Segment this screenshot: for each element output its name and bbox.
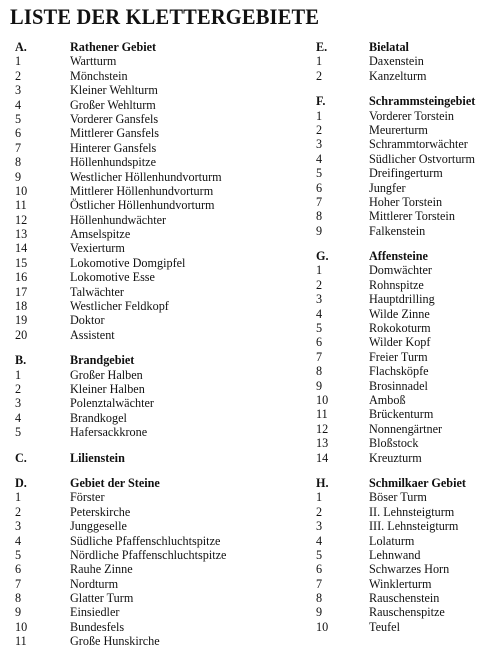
item-number: 1 <box>316 108 323 123</box>
area-section <box>316 40 496 83</box>
list-item <box>316 335 496 349</box>
list-item <box>316 321 496 335</box>
item-number: 3 <box>15 396 22 411</box>
item-name: Polenztalwächter <box>70 396 154 411</box>
item-name: Winklerturm <box>369 576 432 591</box>
item-number: 5 <box>15 547 22 562</box>
item-name: Hauptdrilling <box>369 292 435 307</box>
item-number: 8 <box>316 364 323 379</box>
item-number: 7 <box>316 194 323 209</box>
list-item <box>316 379 496 393</box>
area-name: Bielatal <box>369 40 409 54</box>
item-name: Falkenstein <box>369 223 426 238</box>
list-item <box>15 126 305 140</box>
list-item <box>15 270 305 284</box>
area-letter: H. <box>316 475 329 490</box>
item-number: 4 <box>15 97 22 112</box>
item-number: 2 <box>15 381 22 396</box>
item-number: 2 <box>316 277 323 292</box>
list-item <box>316 278 496 292</box>
item-name: Hoher Torstein <box>369 194 443 209</box>
list-item <box>15 382 305 396</box>
item-name: Hafersackkrone <box>70 425 148 440</box>
area-section <box>316 476 496 634</box>
list-item <box>316 181 496 195</box>
item-name: Flachsköpfe <box>369 364 429 379</box>
item-name: Höllenhundspitze <box>70 155 156 170</box>
item-number: 4 <box>15 533 22 548</box>
list-item <box>316 577 496 591</box>
list-item <box>15 213 305 227</box>
item-name: Förster <box>70 490 105 505</box>
item-name: III. Lehnsteigturm <box>369 519 459 534</box>
area-name: Schrammsteingebiet <box>369 94 476 109</box>
item-name: Talwächter <box>70 284 124 299</box>
item-number: 6 <box>316 335 323 350</box>
area-letter: D. <box>15 475 27 490</box>
item-name: Doktor <box>70 313 105 328</box>
item-number: 8 <box>316 591 323 606</box>
area-section <box>15 476 305 649</box>
list-item <box>316 591 496 605</box>
item-name: Großer Wehlturm <box>70 97 156 112</box>
area-name: Gebiet der Steine <box>70 475 160 490</box>
list-item <box>316 548 496 562</box>
item-number: 16 <box>15 270 28 285</box>
item-name: Rauschenstein <box>369 591 440 606</box>
item-number: 4 <box>316 151 323 166</box>
item-number: 8 <box>316 209 323 224</box>
list-item <box>316 562 496 576</box>
item-name: Mönchstein <box>70 68 128 83</box>
item-number: 18 <box>15 299 28 314</box>
item-name: Großer Halben <box>70 367 143 382</box>
area-section <box>15 40 305 342</box>
item-name: Südliche Pfaffenschluchtspitze <box>70 533 221 548</box>
area-letter: B. <box>15 353 27 368</box>
item-name: Brückenturm <box>369 407 434 422</box>
item-number: 1 <box>15 54 22 69</box>
list-item <box>316 364 496 378</box>
item-number: 1 <box>15 490 22 505</box>
list-item <box>316 519 496 533</box>
item-number: 6 <box>316 562 323 577</box>
item-number: 9 <box>316 223 323 238</box>
item-number: 7 <box>316 576 323 591</box>
item-name: Nördliche Pfaffenschluchtspitze <box>70 547 227 562</box>
area-heading <box>316 249 496 263</box>
item-name: Lolaturm <box>369 533 415 548</box>
item-number: 5 <box>316 547 323 562</box>
area-name: Lilienstein <box>70 450 125 465</box>
list-item <box>15 170 305 184</box>
list-item <box>15 54 305 68</box>
item-name: Höllenhundwächter <box>70 212 167 227</box>
list-item <box>15 577 305 591</box>
item-name: Lokomotive Domgipfel <box>70 255 186 270</box>
item-number: 11 <box>15 198 27 213</box>
area-heading <box>15 476 305 490</box>
item-number: 15 <box>15 255 28 270</box>
item-number: 12 <box>15 212 28 227</box>
list-item <box>316 109 496 123</box>
item-number: 14 <box>15 241 28 256</box>
area-name: Brandgebiet <box>70 353 135 368</box>
item-name: Teufel <box>369 619 400 634</box>
item-number: 7 <box>15 140 22 155</box>
item-name: Junggeselle <box>70 519 127 534</box>
item-name: Wartturm <box>70 54 117 69</box>
list-item <box>15 256 305 270</box>
list-item <box>316 69 496 83</box>
item-number: 11 <box>15 634 27 649</box>
item-number: 13 <box>15 227 28 242</box>
list-item <box>316 605 496 619</box>
area-heading <box>15 40 305 54</box>
list-item <box>316 451 496 465</box>
item-number: 12 <box>316 421 329 436</box>
list-item <box>316 209 496 223</box>
item-name: Glatter Turm <box>70 591 134 606</box>
item-name: Südlicher Ostvorturm <box>369 151 475 166</box>
item-number: 11 <box>316 407 328 422</box>
list-item <box>316 620 496 634</box>
item-number: 2 <box>316 68 323 83</box>
list-item <box>15 198 305 212</box>
list-item <box>15 534 305 548</box>
item-number: 5 <box>316 321 323 336</box>
item-name: Lokomotive Esse <box>70 270 155 285</box>
item-number: 9 <box>316 378 323 393</box>
area-heading <box>316 94 496 108</box>
area-letter: C. <box>15 450 27 465</box>
list-item <box>316 393 496 407</box>
list-item <box>316 490 496 504</box>
list-item <box>316 436 496 450</box>
item-name: Schwarzes Horn <box>369 562 450 577</box>
item-number: 10 <box>15 183 28 198</box>
item-name: Brandkogel <box>70 410 127 425</box>
item-name: Wilder Kopf <box>369 335 431 350</box>
list-item <box>15 98 305 112</box>
list-item <box>15 285 305 299</box>
list-item <box>316 152 496 166</box>
list-item <box>316 422 496 436</box>
item-name: Mittlerer Gansfels <box>70 126 160 141</box>
item-number: 3 <box>15 519 22 534</box>
list-item <box>15 227 305 241</box>
item-number: 1 <box>15 367 22 382</box>
list-item <box>15 425 305 439</box>
list-item <box>15 112 305 126</box>
list-item <box>15 368 305 382</box>
list-item <box>316 263 496 277</box>
item-number: 6 <box>15 126 22 141</box>
list-item <box>15 396 305 410</box>
item-name: Rokokoturm <box>369 321 431 336</box>
item-number: 2 <box>316 504 323 519</box>
page-title: LISTE DER KLETTERGEBIETE <box>10 4 320 29</box>
list-item <box>15 505 305 519</box>
item-name: Vorderer Gansfels <box>70 111 159 126</box>
item-name: Nordturm <box>70 576 119 591</box>
area-letter: G. <box>316 249 329 264</box>
item-number: 4 <box>15 410 22 425</box>
item-name: Kleiner Wehlturm <box>70 83 158 98</box>
item-name: Kreuzturm <box>369 450 422 465</box>
list-item <box>316 292 496 306</box>
list-item <box>15 83 305 97</box>
item-number: 9 <box>316 605 323 620</box>
item-number: 13 <box>316 436 329 451</box>
list-item <box>15 299 305 313</box>
item-number: 4 <box>316 306 323 321</box>
item-number: 17 <box>15 284 28 299</box>
area-heading <box>15 451 305 465</box>
item-name: Mittlerer Höllenhundvorturm <box>70 183 214 198</box>
item-number: 5 <box>316 166 323 181</box>
item-name: Rauhe Zinne <box>70 562 133 577</box>
item-name: Amboß <box>369 392 406 407</box>
area-heading <box>15 353 305 367</box>
item-name: Vexierturm <box>70 241 125 256</box>
item-name: Brosinnadel <box>369 378 428 393</box>
item-number: 7 <box>15 576 22 591</box>
list-item <box>15 184 305 198</box>
area-name: Schmilkaer Gebiet <box>369 475 466 490</box>
item-name: Assistent <box>70 327 115 342</box>
item-name: Meurerturm <box>369 122 428 137</box>
item-name: Wilde Zinne <box>369 306 430 321</box>
item-number: 5 <box>15 111 22 126</box>
item-number: 7 <box>316 349 323 364</box>
list-item <box>15 155 305 169</box>
item-name: Einsiedler <box>70 605 120 620</box>
list-item <box>15 313 305 327</box>
list-item <box>15 519 305 533</box>
item-number: 1 <box>316 54 323 69</box>
list-item <box>15 548 305 562</box>
item-name: Schrammtorwächter <box>369 137 468 152</box>
area-section <box>316 249 496 465</box>
item-name: Nonnengärtner <box>369 421 443 436</box>
item-number: 2 <box>15 68 22 83</box>
item-name: Domwächter <box>369 263 432 278</box>
item-number: 10 <box>316 619 329 634</box>
area-section <box>316 94 496 238</box>
item-name: Große Hunskirche <box>70 634 160 649</box>
list-item <box>316 505 496 519</box>
item-number: 3 <box>316 137 323 152</box>
list-item <box>15 562 305 576</box>
item-number: 1 <box>316 490 323 505</box>
list-item <box>15 634 305 648</box>
item-number: 1 <box>316 263 323 278</box>
item-number: 6 <box>15 562 22 577</box>
area-heading <box>316 476 496 490</box>
item-name: Amselspitze <box>70 227 131 242</box>
area-name: Affensteine <box>369 249 428 264</box>
item-name: II. Lehnsteigturm <box>369 504 455 519</box>
area-letter: F. <box>316 94 326 109</box>
item-number: 3 <box>316 519 323 534</box>
item-number: 10 <box>316 392 329 407</box>
item-number: 20 <box>15 327 28 342</box>
item-name: Bloßstock <box>369 436 419 451</box>
item-name: Vorderer Torstein <box>369 108 455 123</box>
left-column <box>15 40 305 649</box>
list-item <box>15 141 305 155</box>
item-number: 3 <box>15 83 22 98</box>
item-name: Westlicher Feldkopf <box>70 299 169 314</box>
item-name: Dreifingerturm <box>369 166 443 181</box>
list-item <box>15 605 305 619</box>
item-number: 6 <box>316 180 323 195</box>
item-number: 2 <box>316 122 323 137</box>
item-name: Westlicher Höllenhundvorturm <box>70 169 222 184</box>
item-number: 10 <box>15 619 28 634</box>
item-name: Kanzelturm <box>369 68 427 83</box>
list-item <box>15 69 305 83</box>
item-number: 4 <box>316 533 323 548</box>
item-number: 9 <box>15 605 22 620</box>
item-name: Bundesfels <box>70 619 125 634</box>
list-item <box>15 411 305 425</box>
list-item <box>316 407 496 421</box>
item-name: Peterskirche <box>70 504 131 519</box>
item-number: 9 <box>15 169 22 184</box>
list-item <box>316 534 496 548</box>
item-name: Jungfer <box>369 180 406 195</box>
area-name: Rathener Gebiet <box>70 40 157 54</box>
list-item <box>316 54 496 68</box>
list-item <box>316 195 496 209</box>
list-item <box>316 137 496 151</box>
area-section <box>15 353 305 439</box>
item-name: Rauschenspitze <box>369 605 445 620</box>
area-heading <box>316 40 496 54</box>
list-item <box>15 591 305 605</box>
item-name: Böser Turm <box>369 490 427 505</box>
item-name: Freier Turm <box>369 349 428 364</box>
item-number: 19 <box>15 313 28 328</box>
area-letter: A. <box>15 40 27 54</box>
item-number: 8 <box>15 155 22 170</box>
list-item <box>316 224 496 238</box>
item-name: Kleiner Halben <box>70 381 145 396</box>
item-name: Hinterer Gansfels <box>70 140 157 155</box>
right-column <box>316 40 496 634</box>
item-number: 5 <box>15 425 22 440</box>
area-letter: E. <box>316 40 328 54</box>
list-item <box>15 328 305 342</box>
list-item <box>15 241 305 255</box>
area-section <box>15 451 305 465</box>
item-name: Rohnspitze <box>369 277 424 292</box>
item-name: Lehnwand <box>369 547 421 562</box>
item-number: 14 <box>316 450 329 465</box>
item-name: Mittlerer Torstein <box>369 209 455 224</box>
item-name: Daxenstein <box>369 54 424 69</box>
item-name: Östlicher Höllenhundvorturm <box>70 198 215 213</box>
item-number: 2 <box>15 504 22 519</box>
list-item <box>15 620 305 634</box>
item-number: 8 <box>15 591 22 606</box>
list-item <box>15 490 305 504</box>
list-item <box>316 307 496 321</box>
list-item <box>316 166 496 180</box>
list-item <box>316 123 496 137</box>
item-number: 3 <box>316 292 323 307</box>
list-item <box>316 350 496 364</box>
